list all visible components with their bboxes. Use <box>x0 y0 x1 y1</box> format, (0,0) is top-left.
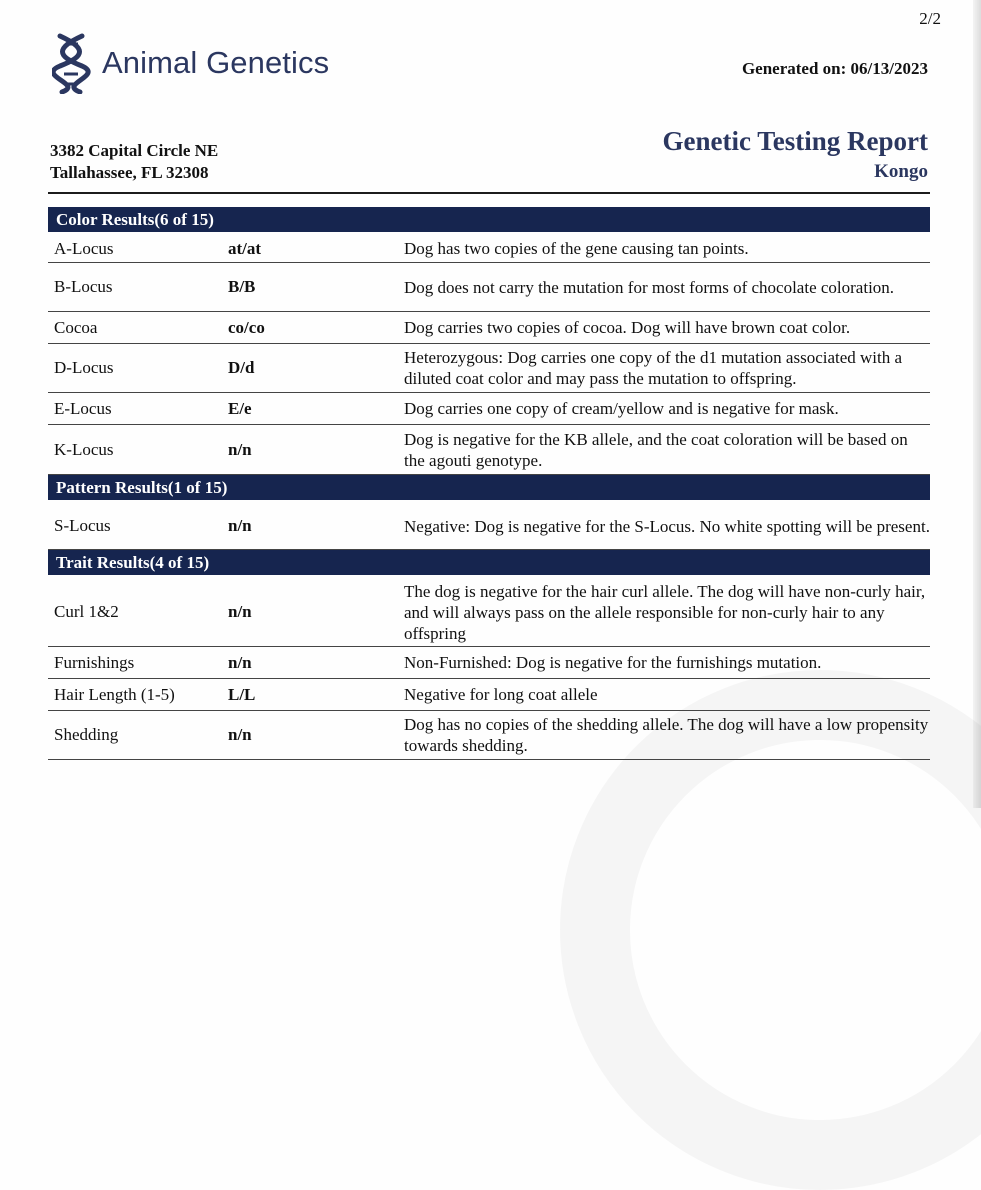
locus-name: E-Locus <box>54 398 112 418</box>
result-description: The dog is negative for the hair curl allele. The dog will have non-curly hair, and will always pass on the allele responsible for non-curly hair to any offspring <box>404 581 926 643</box>
section-header-color: Color Results(6 of 15) <box>48 207 930 232</box>
header-divider <box>48 192 930 194</box>
locus-name: A-Locus <box>54 238 114 258</box>
locus-name: D-Locus <box>54 358 114 377</box>
locus-name: K-Locus <box>54 439 114 459</box>
dog-name: Kongo <box>874 161 928 182</box>
genotype: at/at <box>228 238 262 258</box>
table-row <box>48 344 930 393</box>
genotype: n/n <box>228 725 252 744</box>
table-row <box>48 647 930 679</box>
genotype: L/L <box>228 684 256 704</box>
locus-name: Furnishings <box>54 652 135 672</box>
section-header-pattern: Pattern Results(1 of 15) <box>48 475 930 500</box>
table-row <box>48 312 930 344</box>
result-description: Negative for long coat allele <box>404 685 598 704</box>
results-table <box>48 207 930 760</box>
generated-date: Generated on: 06/13/2023 <box>741 59 928 78</box>
genotype: n/n <box>228 652 252 672</box>
result-description: Dog has no copies of the shedding allele. The dog will have a low propensity towards shedding. <box>404 715 929 755</box>
genotype: n/n <box>228 516 252 535</box>
result-description: Non-Furnished: Dog is negative for the furnishings mutation. <box>404 653 822 672</box>
locus-name: Curl 1&2 <box>54 602 119 621</box>
result-description: Dog does not carry the mutation for most forms of chocolate coloration. <box>404 277 895 297</box>
table-row <box>48 393 930 425</box>
table-row <box>48 503 930 550</box>
logo-text: Animal Genetics <box>102 45 330 80</box>
genotype: n/n <box>228 439 252 459</box>
page-number: 2/2 <box>919 9 941 28</box>
genotype: B/B <box>228 277 256 296</box>
result-description: Heterozygous: Dog carries one copy of the d1 mutation associated with a diluted coat color and may pass the mutation to offspring. <box>404 348 903 388</box>
table-row <box>48 263 930 312</box>
report-title: Genetic Testing Report <box>662 126 928 156</box>
locus-name: Shedding <box>54 725 119 744</box>
genotype: E/e <box>228 398 252 418</box>
lab-address <box>50 140 218 184</box>
locus-name: Hair Length (1-5) <box>54 684 175 704</box>
genotype: D/d <box>228 358 255 377</box>
locus-name: Cocoa <box>54 317 98 337</box>
address-line-1: 3382 Capital Circle NE <box>50 141 219 160</box>
result-description: Dog carries one copy of cream/yellow and is negative for mask. <box>404 399 839 418</box>
dna-helix-icon <box>52 32 92 94</box>
table-row <box>48 578 930 647</box>
result-description: Dog is negative for the KB allele, and the coat coloration will be based on the agouti genotype. <box>404 429 908 470</box>
company-logo <box>52 32 329 94</box>
locus-name: B-Locus <box>54 277 113 296</box>
genotype: co/co <box>228 317 265 337</box>
result-description: Dog carries two copies of cocoa. Dog will have brown coat color. <box>404 318 851 337</box>
section-header-trait: Trait Results(4 of 15) <box>48 550 930 575</box>
locus-name: S-Locus <box>54 516 111 535</box>
table-row <box>48 679 930 711</box>
table-row <box>48 235 930 263</box>
result-description: Negative: Dog is negative for the S-Locus. No white spotting will be present. <box>404 516 930 536</box>
address-line-2: Tallahassee, FL 32308 <box>50 163 209 182</box>
page-edge <box>973 0 981 808</box>
table-row <box>48 425 930 475</box>
table-row <box>48 711 930 760</box>
genotype: n/n <box>228 602 252 621</box>
result-description: Dog has two copies of the gene causing tan points. <box>404 239 749 258</box>
